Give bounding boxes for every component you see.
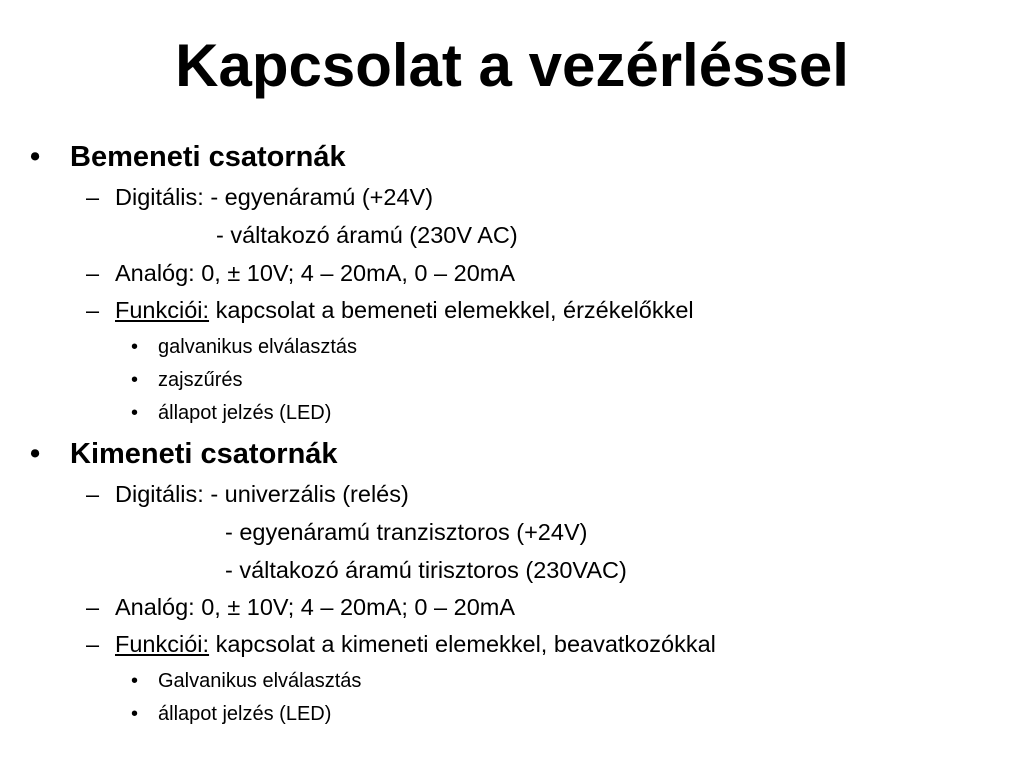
outputs-digital-line: Digitális: - univerzális (relés) xyxy=(115,481,409,507)
inputs-sub-item: galvanikus elválasztás xyxy=(158,336,357,358)
bullet-marker: • xyxy=(131,402,139,424)
inputs-digital-continuation: - váltakozó áramú (230V AC) xyxy=(216,222,518,248)
inputs-digital-line: Digitális: - egyenáramú (+24V) xyxy=(115,184,434,210)
section-heading-inputs: Bemeneti csatornák xyxy=(70,141,346,173)
inputs-analog-line: Analóg: 0, ± 10V; 4 – 20mA, 0 – 20mA xyxy=(115,260,516,286)
bullet-marker: • xyxy=(131,670,139,692)
dash-marker: – xyxy=(86,184,100,210)
outputs-digital-continuation: - egyenáramú tranzisztoros (+24V) xyxy=(225,519,588,545)
dash-marker: – xyxy=(86,260,100,286)
dash-marker: – xyxy=(86,631,100,657)
bullet-marker: • xyxy=(131,336,139,358)
function-label: Funkciói: xyxy=(115,297,210,323)
outputs-sub-item: állapot jelzés (LED) xyxy=(158,703,332,725)
inputs-sub-item: állapot jelzés (LED) xyxy=(158,402,332,424)
dash-marker: – xyxy=(86,481,100,507)
slide-title: Kapcsolat a vezérléssel xyxy=(175,32,849,99)
outputs-analog-line: Analóg: 0, ± 10V; 4 – 20mA; 0 – 20mA xyxy=(115,594,516,620)
function-text: kapcsolat a kimeneti elemekkel, beavatkozókkal xyxy=(209,631,716,657)
outputs-digital-continuation: - váltakozó áramú tirisztoros (230VAC) xyxy=(225,557,627,583)
section-heading-outputs: Kimeneti csatornák xyxy=(70,438,338,470)
inputs-function-line xyxy=(115,296,694,324)
bullet-marker: • xyxy=(131,703,139,725)
bullet-marker: • xyxy=(30,438,41,470)
bullet-marker: • xyxy=(30,141,41,173)
outputs-function-line xyxy=(115,630,716,658)
dash-marker: – xyxy=(86,297,100,323)
inputs-sub-item: zajszűrés xyxy=(158,369,243,391)
bullet-marker: • xyxy=(131,369,139,391)
function-label: Funkciói: xyxy=(115,631,210,657)
dash-marker: – xyxy=(86,594,100,620)
outputs-sub-item: Galvanikus elválasztás xyxy=(158,670,362,692)
function-text: kapcsolat a bemeneti elemekkel, érzékelőkkel xyxy=(209,297,694,323)
